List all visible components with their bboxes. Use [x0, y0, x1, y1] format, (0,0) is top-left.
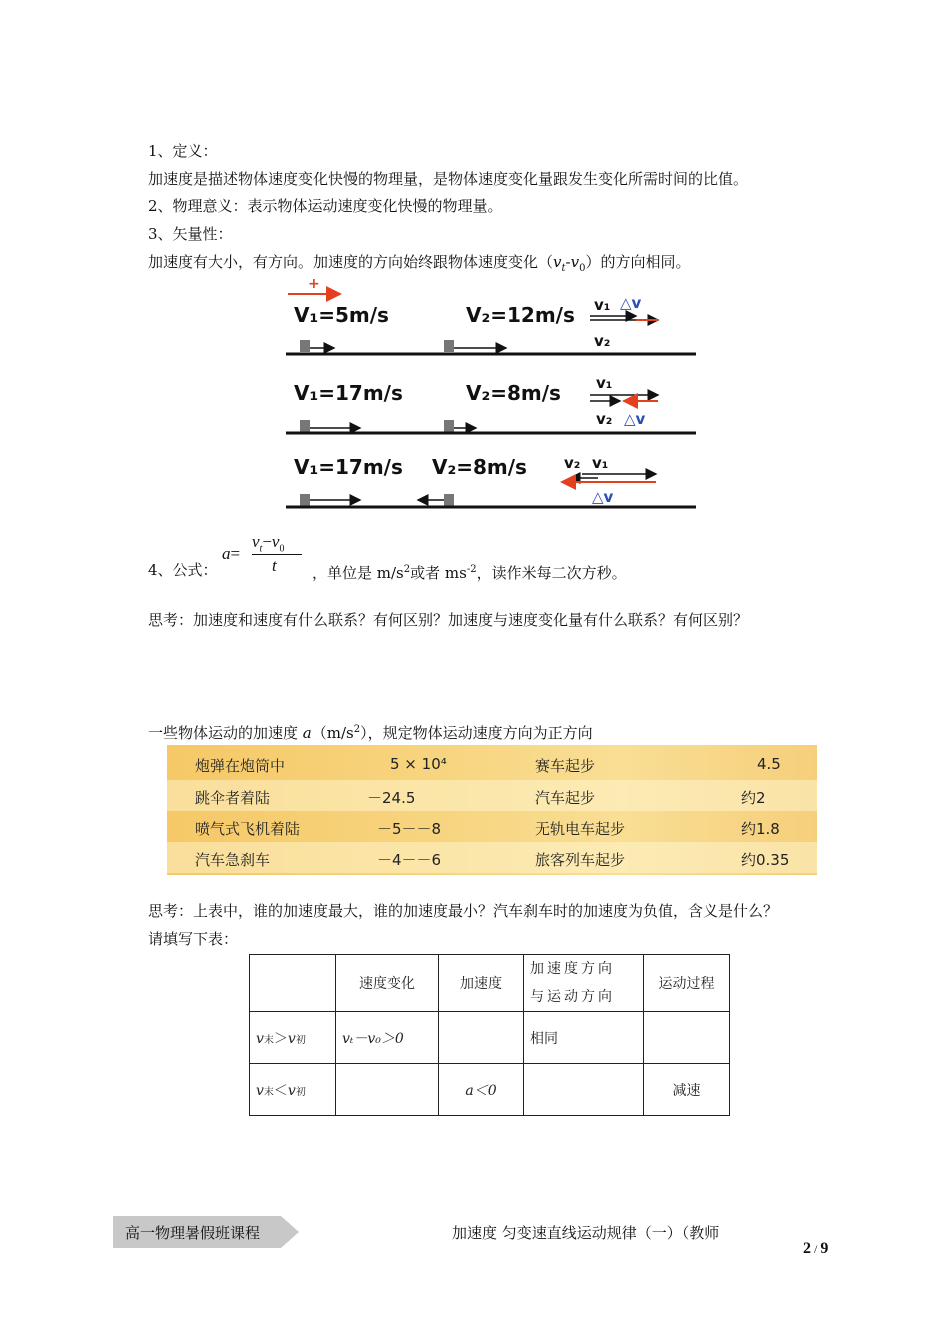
header-motion-process: 运动过程 [644, 955, 730, 1012]
object-name: 炮弹在炮筒中 [195, 757, 286, 775]
acceleration-formula: a= $v_t-v_0$ t [222, 532, 312, 580]
table-header-row [250, 955, 730, 1012]
table-row [167, 748, 817, 779]
acceleration-value: 约1.8 [741, 820, 780, 838]
positive-sign: + [308, 278, 320, 292]
acceleration-examples-table [167, 745, 817, 875]
row1-left-label: V₁=5m/s [294, 303, 389, 327]
row3-object-b [444, 494, 454, 506]
acceleration-cell: a＜0 [439, 1064, 524, 1116]
object-name: 喷气式飞机着陆 [195, 820, 301, 838]
formula-unit: ，单位是 $m/s^2$或者 $ms^{-2}$，读作米每二次方秒。 [312, 564, 627, 582]
condition-cell: v末＜v初 [250, 1064, 336, 1116]
footer-course-tab [113, 1216, 299, 1248]
row3-dv-label: △v [592, 488, 614, 506]
row2-dv-label: △v [624, 410, 646, 428]
row1-object-b [444, 340, 454, 352]
think-question-2: 思考：上表中，谁的加速度最大，谁的加速度最小？汽车刹车时的加速度为负值，含义是什么？ [148, 902, 779, 920]
process-cell[interactable] [644, 1012, 730, 1064]
acceleration-value: 5 × 10⁴ [390, 755, 447, 773]
header-acceleration: 加速度 [439, 955, 524, 1012]
acceleration-value: 约0.35 [741, 851, 790, 869]
definition-text: 加速度是描述物体速度变化快慢的物理量，是物体速度变化量跟发生变化所需时间的比值。 [148, 170, 749, 188]
object-name: 旅客列车起步 [535, 851, 626, 869]
process-cell: 减速 [644, 1064, 730, 1116]
object-name: 无轨电车起步 [535, 820, 626, 838]
acceleration-value: 4.5 [757, 755, 781, 773]
page-number: 2 / 9 [803, 1240, 829, 1257]
row2-object-b [444, 420, 454, 432]
acceleration-value: －5－－8 [377, 820, 442, 838]
row2-v1-label: v₁ [596, 374, 613, 392]
table-row [167, 811, 817, 842]
think-question-1: 思考：加速度和速度有什么联系？有何区别？加速度与速度变化量有什么联系？有何区别？ [148, 611, 749, 629]
table-row [250, 1012, 730, 1064]
object-name: 汽车急刹车 [195, 851, 271, 869]
row3-v1-label: v₁ [592, 454, 609, 472]
row2-right-label: V₂=8m/s [466, 381, 561, 405]
definition-heading: 1、定义： [148, 142, 218, 160]
footer-title: 加速度 匀变速直线运动规律（一）（教师 [452, 1224, 720, 1242]
direction-cell[interactable] [524, 1064, 644, 1116]
velocity-change-cell[interactable] [336, 1064, 439, 1116]
footer-course-name: 高一物理暑假班课程 [125, 1224, 261, 1242]
row3-v2-label: v₂ [564, 454, 581, 472]
row1-v2-label: v₂ [594, 332, 611, 350]
velocity-change-cell: vₜ－v₀＞0 [336, 1012, 439, 1064]
physical-meaning: 2、物理意义：表示物体运动速度变化快慢的物理量。 [148, 197, 503, 215]
formula-label: 4、公式： [148, 561, 218, 579]
row2-v2-label: v₂ [596, 410, 613, 428]
header-direction [524, 955, 644, 1012]
vector-heading: 3、矢量性： [148, 225, 233, 243]
acceleration-value: －4－－6 [377, 851, 442, 869]
direction-cell: 相同 [524, 1012, 644, 1064]
row3-right-label: V₂=8m/s [432, 455, 527, 479]
header-velocity-change: 速度变化 [336, 955, 439, 1012]
table-row [167, 780, 817, 811]
row3-object-a [300, 494, 310, 506]
condition-cell: v末＞v初 [250, 1012, 336, 1064]
object-name: 汽车起步 [535, 789, 596, 807]
empty-header-cell [250, 955, 336, 1012]
header-direction-line1: 加速度方向 [530, 961, 615, 977]
fill-prompt: 请填写下表： [148, 930, 239, 948]
acceleration-value: 约2 [741, 789, 766, 807]
acceleration-cell[interactable] [439, 1012, 524, 1064]
row1-object-a [300, 340, 310, 352]
row1-dv-label: △v [620, 294, 642, 312]
object-name: 赛车起步 [535, 757, 596, 775]
vector-text: 加速度有大小，有方向。加速度的方向始终跟物体速度变化$(v_t-v_0)$的方向相同。 [148, 253, 691, 274]
acceleration-value: －24.5 [367, 789, 416, 807]
fill-in-table [249, 954, 730, 1116]
table-row [167, 842, 817, 873]
table-row [250, 1064, 730, 1116]
row2-left-label: V₁=17m/s [294, 381, 403, 405]
row3-left-label: V₁=17m/s [294, 455, 403, 479]
examples-caption: 一些物体运动的加速度 $a(m/s^2)$，规定物体运动速度方向为正方向 [148, 724, 593, 742]
row2-object-a [300, 420, 310, 432]
row1-v1-label: v₁ [594, 296, 611, 314]
object-name: 跳伞者着陆 [195, 789, 271, 807]
header-direction-line2: 与运动方向 [530, 989, 615, 1005]
row1-right-label: V₂=12m/s [466, 303, 575, 327]
motion-diagram [280, 278, 700, 514]
